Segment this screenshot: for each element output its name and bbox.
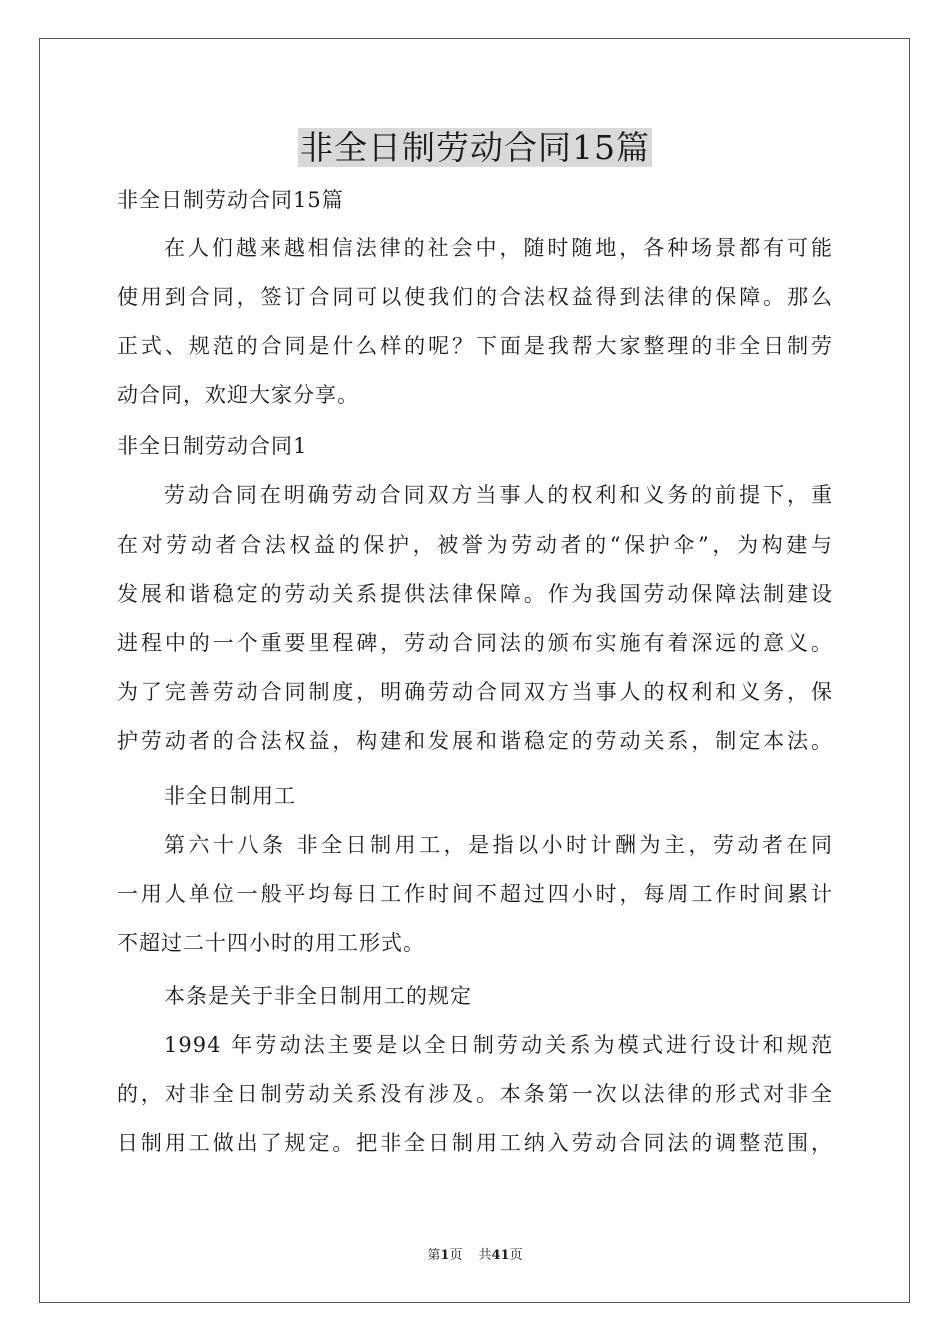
para3-line-2: 的，对非全日制劳动关系没有涉及。本条第一次以法律的形式对非全	[117, 1082, 833, 1106]
para1-line-3: 发展和谐稳定的劳动关系提供法律保障。作为我国劳动保障法制建设	[117, 582, 833, 606]
para1-line-2: 在对劳动者合法权益的保护，被誉为劳动者的“保护伞”，为构建与	[117, 533, 833, 557]
document-title-text: 非全日制劳动合同15篇	[300, 128, 650, 167]
footer-page-total: 41	[491, 1248, 510, 1263]
footer-total-suffix: 页	[509, 1248, 523, 1263]
para1-line-5: 为了完善劳动合同制度，明确劳动合同双方当事人的权利和义务，保	[117, 680, 833, 704]
document-title	[0, 124, 950, 172]
page-footer	[0, 1246, 950, 1266]
para3-line-1: 1994 年劳动法主要是以全日制劳动关系为模式进行设计和规范	[164, 1033, 833, 1057]
sub-heading-part-time: 非全日制用工	[164, 784, 296, 808]
intro-line-3: 正式、规范的合同是什么样的呢？下面是我帮大家整理的非全日制劳	[117, 334, 833, 358]
section1-heading: 非全日制劳动合同1	[117, 434, 308, 458]
para1-line-6: 护劳动者的合法权益，构建和发展和谐稳定的劳动关系，制定本法。	[117, 729, 833, 753]
para1-line-4: 进程中的一个重要里程碑，劳动合同法的颁布实施有着深远的意义。	[117, 631, 833, 655]
sub-heading-provision: 本条是关于非全日制用工的规定	[164, 984, 472, 1008]
para3-line-3: 日制用工做出了规定。把非全日制用工纳入劳动合同法的调整范围，	[117, 1131, 833, 1155]
page-border	[39, 38, 910, 1303]
intro-line-1: 在人们越来越相信法律的社会中，随时随地，各种场景都有可能	[164, 236, 833, 260]
intro-line-4: 动合同，欢迎大家分享。	[117, 383, 359, 407]
para2-line-3: 不超过二十四小时的用工形式。	[117, 931, 425, 955]
para2-line-2: 一用人单位一般平均每日工作时间不超过四小时，每周工作时间累计	[117, 882, 833, 906]
footer-total-prefix: 共	[478, 1248, 492, 1263]
intro-line-2: 使用到合同，签订合同可以使我们的合法权益得到法律的保障。那么	[117, 285, 833, 309]
footer-page-current: 1	[440, 1248, 450, 1263]
para2-line-1: 第六十八条 非全日制用工，是指以小时计酬为主，劳动者在同	[164, 833, 833, 857]
footer-page-prefix: 第	[427, 1248, 441, 1263]
para1-line-1: 劳动合同在明确劳动合同双方当事人的权利和义务的前提下，重	[164, 483, 833, 507]
footer-page-suffix: 页	[449, 1248, 463, 1263]
document-subtitle: 非全日制劳动合同15篇	[117, 188, 344, 212]
